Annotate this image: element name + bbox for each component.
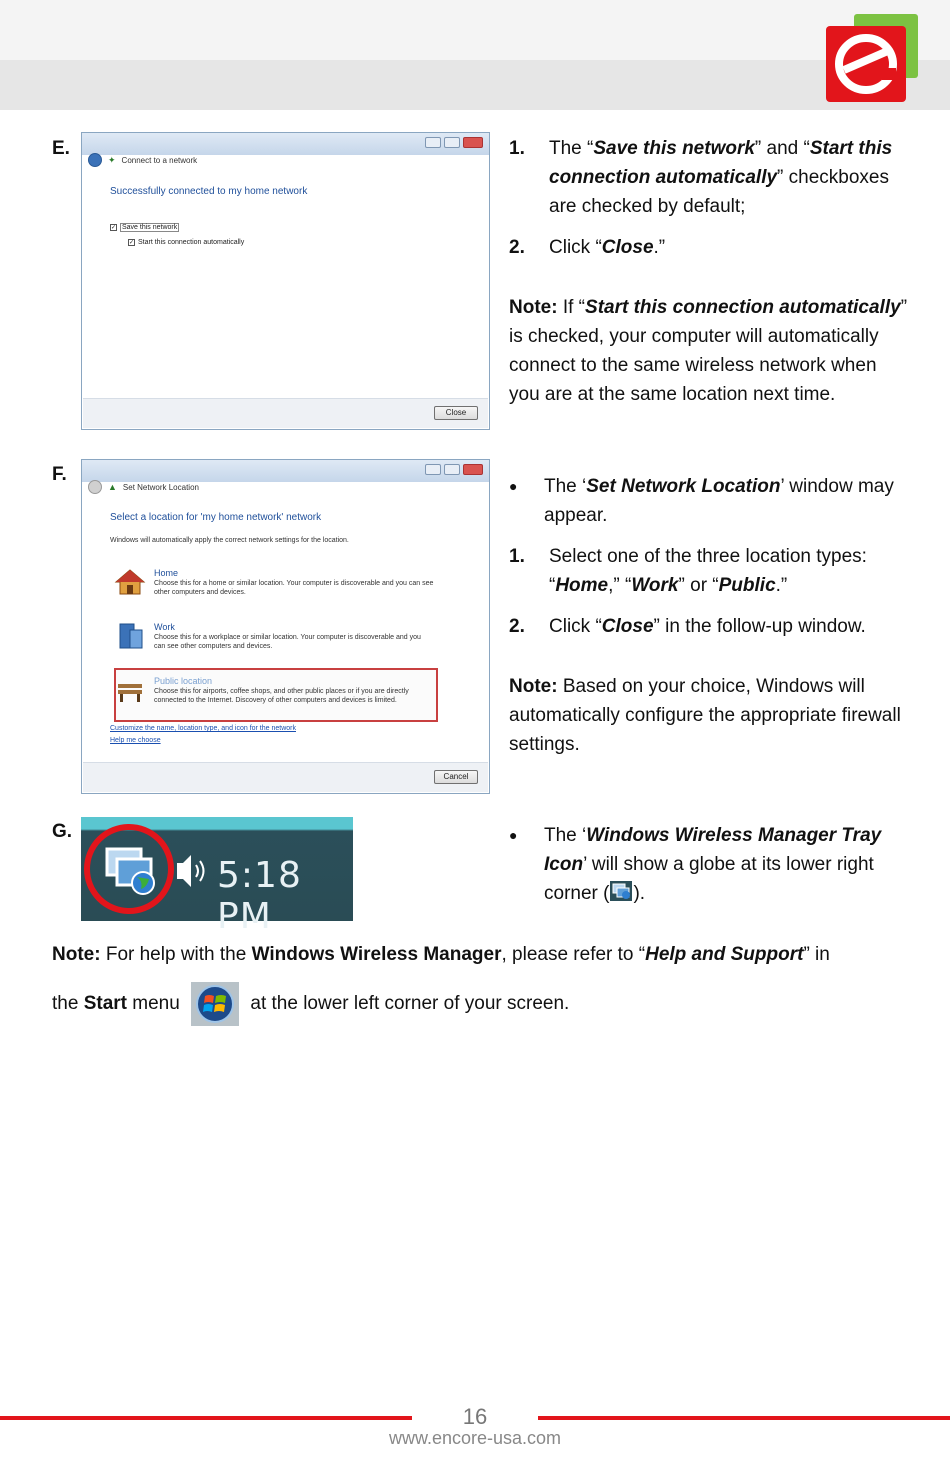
step-e-note: Note: If “Start this connection automatically” is checked, your computer will automatically connect to the same wireless network when you are at the same location next time. (509, 297, 908, 405)
window-subheading: Windows will automatically apply the correct network settings for the location. (110, 537, 349, 544)
network-icon: ▲ (108, 482, 117, 492)
back-arrow-icon[interactable] (88, 153, 102, 167)
customize-network-link[interactable]: Customize the name, location type, and icon for the network (110, 725, 296, 732)
step-f-item-2-text: Click “Close” in the follow-up window. (549, 616, 866, 637)
back-arrow-icon[interactable] (88, 480, 102, 494)
step-g-instructions (509, 821, 909, 908)
step-letter-e: E. (52, 138, 70, 159)
tray-globe-icon (609, 880, 633, 902)
volume-icon[interactable] (177, 851, 213, 891)
close-button[interactable]: Close (434, 406, 478, 420)
window-title-bar (82, 460, 489, 482)
network-icon: ✦ (108, 154, 116, 165)
window-heading: Select a location for 'my home network' network (110, 512, 322, 523)
house-icon (114, 568, 146, 596)
minimize-icon[interactable] (425, 137, 441, 148)
step-f-item-1: 1. Select one of the three location types: “Home,” “Work” or “Public.” (509, 546, 867, 596)
window-title: Connect to a network (121, 155, 198, 165)
window-title: Set Network Location (122, 482, 199, 492)
help-note-line-1: Note: For help with the Windows Wireless Manager, please refer to “Help and Support” in (52, 944, 830, 965)
checkbox-checked-icon: ✓ (111, 225, 117, 231)
maximize-icon[interactable] (444, 137, 460, 148)
step-g-bullet (509, 821, 909, 908)
step-e-instructions (509, 134, 909, 409)
park-bench-icon (114, 676, 146, 704)
tray-clock[interactable]: 5:18 PM (217, 855, 302, 937)
step-f-bullet-text: The ‘Set Network Location’ window may appear. (544, 476, 894, 526)
window-footer (83, 762, 488, 792)
set-network-location-window: ▲ Set Network Location Select a location for 'my home network' network Windows will automatically apply the correct network settings for the location. Home Choose this for a home or similar location. Your computer is discoverable and you can see other computers and devices. Work Choose this for a workplace or similar location. Your computer is discoverable and you can see other computers and devices. Public location Choose this for airports, coffee shops, and other public places or if you are directly connected to the Internet. Discovery of other computers and devices is limited. Customize the name, location type, and icon for the network Help me choose Cancel (81, 459, 490, 794)
step-e-item-1-text: The “Save this network” and “Start this connection automatically” checkboxes are checked by default; (549, 138, 893, 217)
step-f-item-2: 2. Click “Close” in the follow-up window. (509, 616, 866, 637)
step-e-item-2-text: Click “Close.” (549, 237, 666, 258)
header-band (0, 60, 950, 110)
save-network-checkbox[interactable]: ✓ Save this network (111, 224, 178, 231)
step-e-item-1: 1. The “Save this network” and “Start this connection automatically” checkboxes are checked by default; (509, 138, 893, 217)
close-icon[interactable] (463, 464, 483, 475)
office-building-icon (114, 622, 146, 650)
window-heading: Successfully connected to my home network (110, 186, 308, 197)
step-g-bullet-text: The ‘Windows Wireless Manager Tray Icon’ will show a globe at its lower right corner ( ). (544, 825, 882, 904)
header-top-band (0, 0, 950, 60)
help-note-line-2: the Start menu at the lower left corner of your screen. (52, 968, 912, 1040)
window-title-bar (82, 133, 489, 155)
minimize-icon[interactable] (425, 464, 441, 475)
step-f-item-1-text: Select one of the three location types: “Home,” “Work” or “Public.” (549, 546, 867, 596)
windows-start-icon (191, 982, 239, 1026)
step-f-instructions (509, 472, 909, 759)
step-f-note: Note: Based on your choice, Windows will automatically configure the appropriate firewall settings. (509, 676, 901, 755)
window-footer (83, 398, 488, 428)
website-url: www.encore-usa.com (388, 1428, 562, 1448)
close-icon[interactable] (463, 137, 483, 148)
step-e-item-2: 2. Click “Close.” (509, 237, 666, 258)
checkbox-checked-icon: ✓ (129, 240, 135, 246)
bullet-icon: ● (509, 478, 518, 494)
bullet-icon: ● (509, 827, 518, 843)
help-me-choose-link[interactable]: Help me choose (110, 737, 161, 744)
step-letter-f: F. (52, 464, 67, 485)
system-tray-screenshot (81, 817, 353, 937)
maximize-icon[interactable] (444, 464, 460, 475)
step-letter-g: G. (52, 821, 73, 842)
encore-logo (826, 14, 922, 102)
page-number: 16 (462, 1404, 488, 1429)
cancel-button[interactable]: Cancel (434, 770, 478, 784)
start-automatically-checkbox[interactable]: ✓ Start this connection automatically (129, 239, 245, 246)
step-f-bullet (509, 472, 909, 530)
highlight-circle (84, 824, 174, 914)
connect-network-window (81, 132, 490, 430)
